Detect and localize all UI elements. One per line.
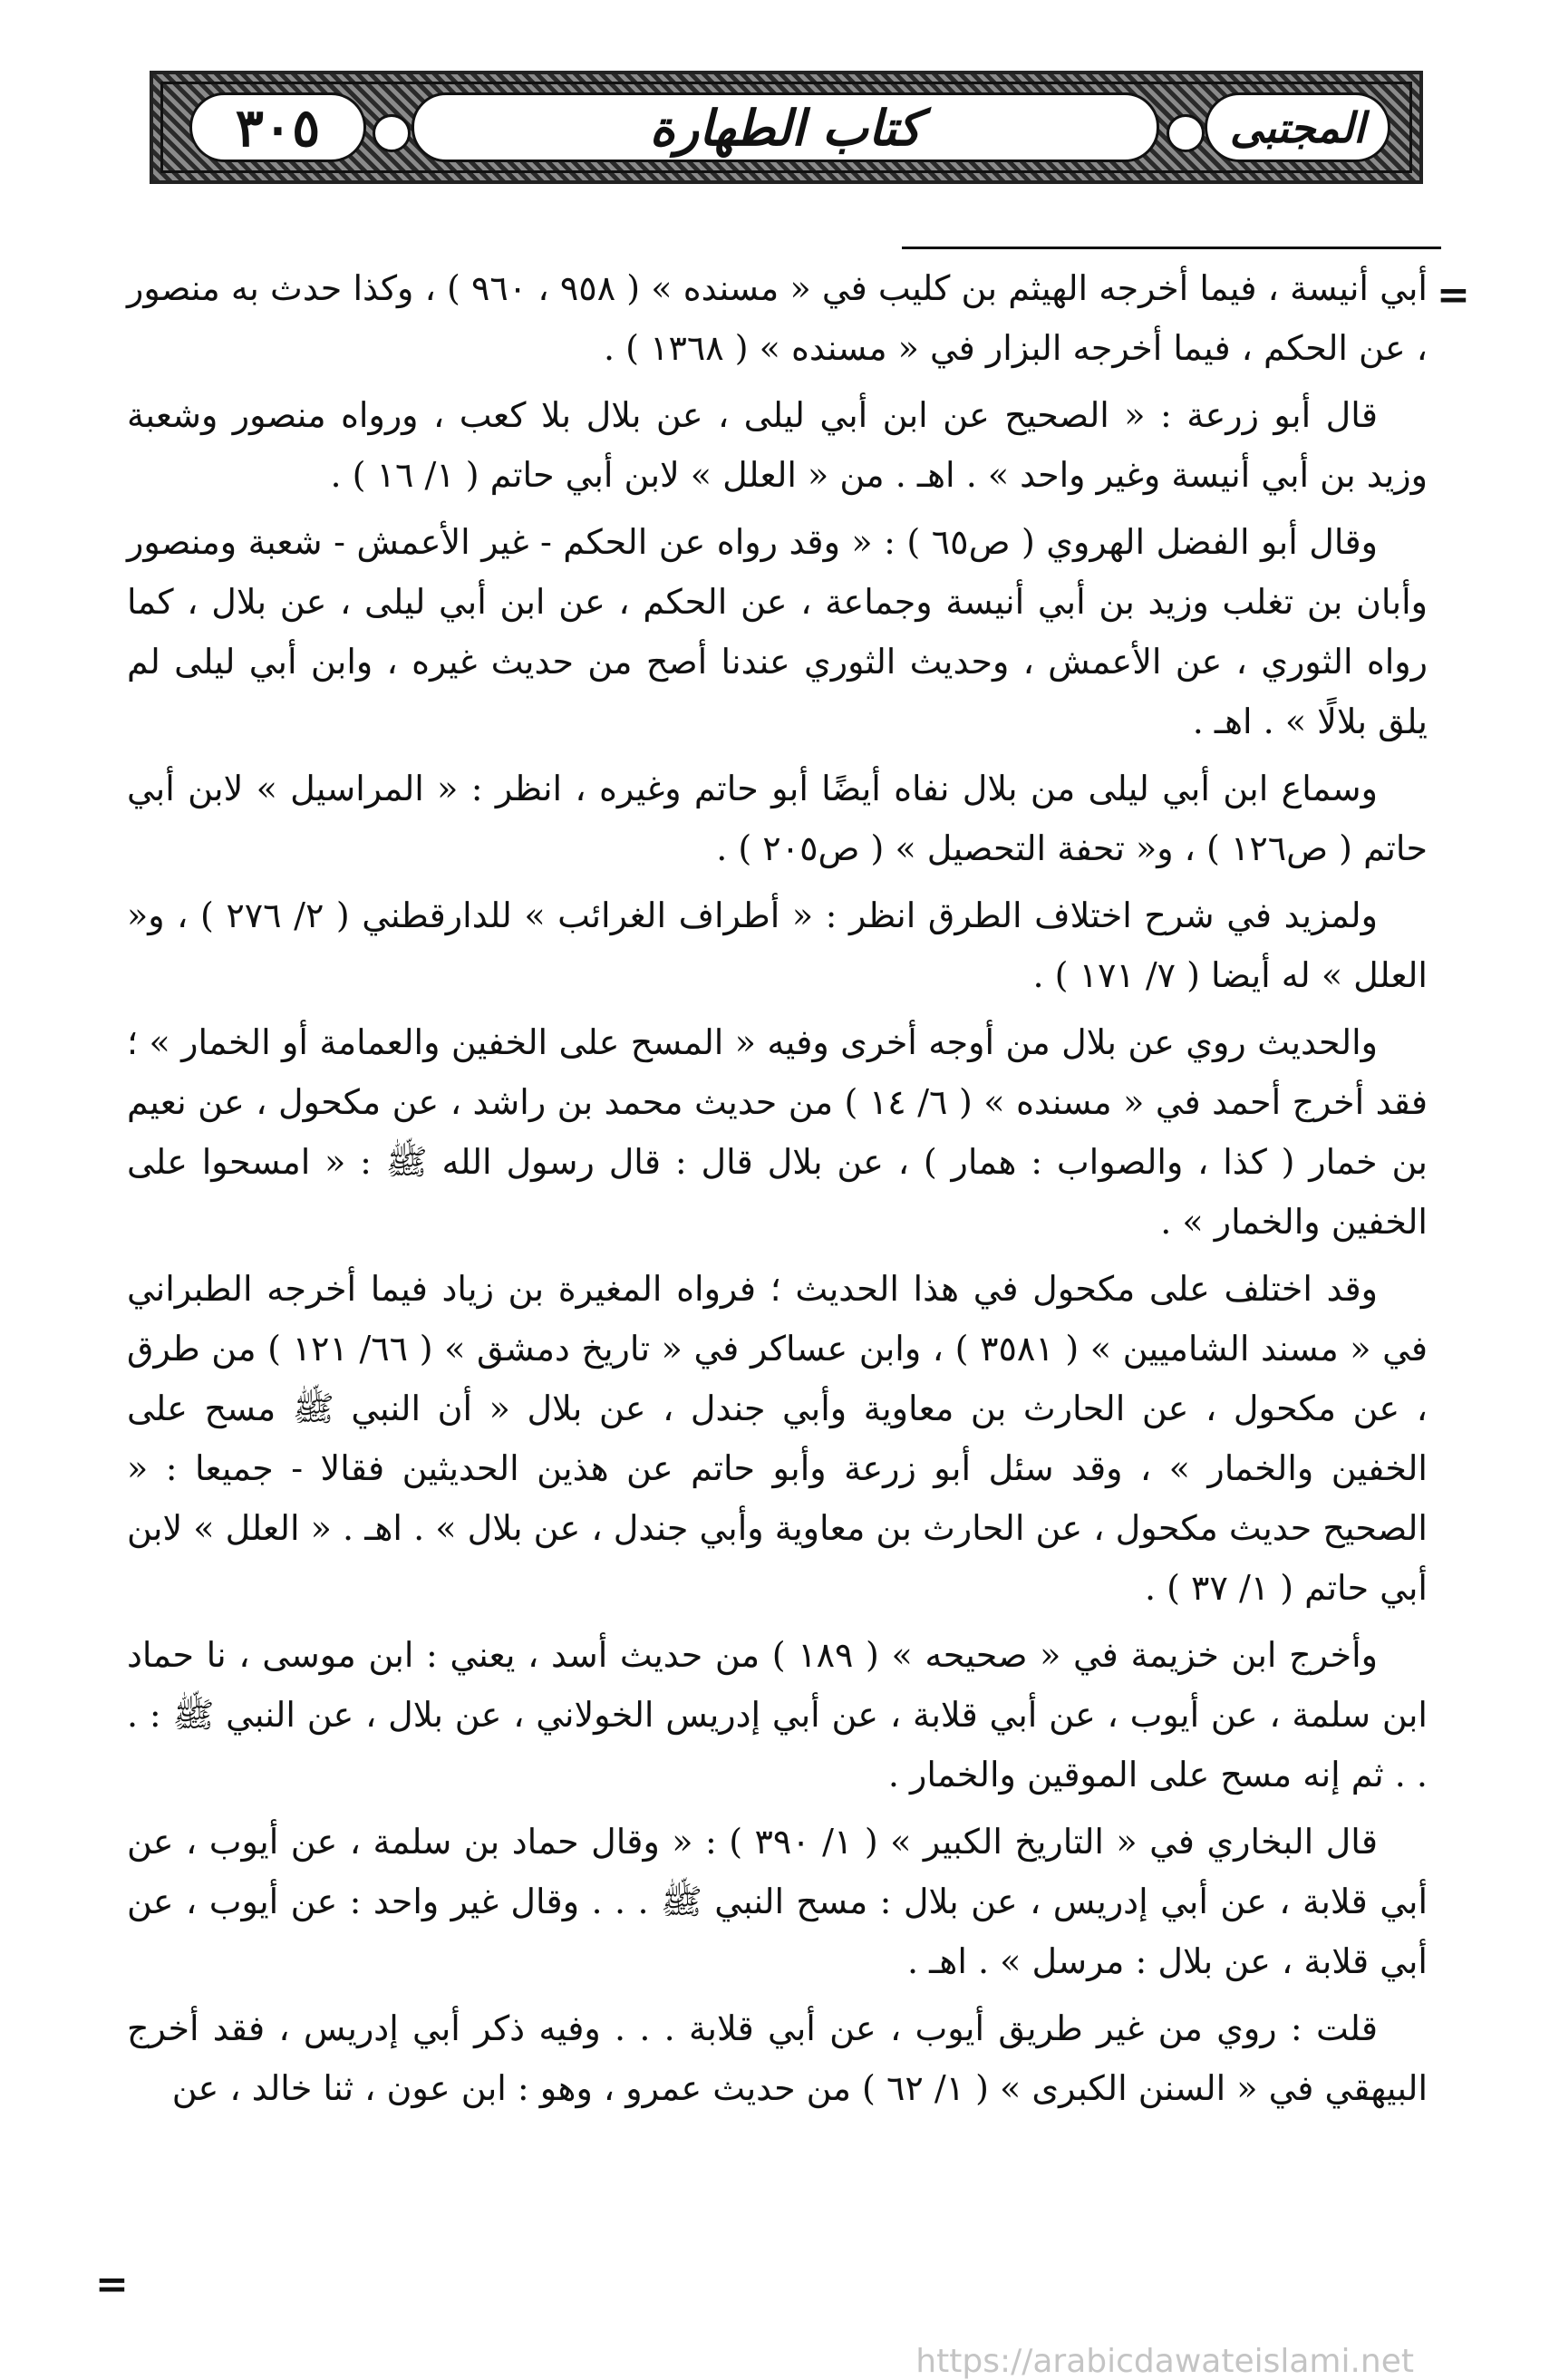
page-number-cartouche xyxy=(189,92,366,162)
chapter-title-cartouche xyxy=(412,92,1159,162)
paragraph: وأخرج ابن خزيمة في « صحيحه » ( ١٨٩ ) من حديث أسد ، يعني : ابن موسى ، نا حماد ابن سلمة ، عن أيوب ، عن أبي قلابة ، عن أبي إدريس الخولاني ، عن بلال ، عن النبي ﷺ : . . . ثم إنه مسح على الموقين والخمار . xyxy=(127,1635,1428,1795)
source-watermark: https://arabicdawateislami.net xyxy=(915,2343,1414,2380)
paragraph: قال أبو زرعة : « الصحيح عن ابن أبي ليلى ، عن بلال بلا كعب ، ورواه منصور وشعبة وزيد بن أبي أنيسة وغير واحد » . اهـ . من « العلل » لابن أبي حاتم ( ١/ ١٦ ) . xyxy=(127,395,1428,495)
paragraph: والحديث روي عن بلال من أوجه أخرى وفيه « المسح على الخفين والعمامة أو الخمار » ؛ فقد أخرج أحمد في « مسنده » ( ٦/ ١٤ ) من حديث محمد بن راشد ، عن مكحول ، عن نعيم بن خمار ( كذا ، والصواب : همار ) ، عن بلال قال : قال رسول الله ﷺ : « امسحوا على الخفين والخمار » . xyxy=(127,1022,1428,1242)
paragraph: قال البخاري في « التاريخ الكبير » ( ١/ ٣٩٠ ) : « وقال حماد بن سلمة ، عن أيوب ، عن أبي قلابة ، عن أبي إدريس ، عن بلال : مسح النبي ﷺ . . . وقال غير واحد : عن أيوب ، عن أبي قلابة ، عن بلال : مرسل » . اهـ . xyxy=(127,1822,1428,1981)
paragraph: وقد اختلف على مكحول في هذا الحديث ؛ فرواه المغيرة بن زياد فيما أخرجه الطبراني في « مسند الشاميين » ( ٣٥٨١ ) ، وابن عساكر في « تاريخ دمشق » ( ٦٦/ ١٢١ ) من طرق ، عن مكحول ، عن الحارث بن معاوية وأبي جندل ، عن بلال « أن النبي ﷺ مسح على الخفين والخمار » ، وقد سئل أبو زرعة وأبو حاتم عن هذين الحديثين فقالا - جميعا : « الصحيح حديث مكحول ، عن الحارث بن معاوية وأبي جندل ، عن بلال » . اهـ . « العلل » لابن أبي حاتم ( ١/ ٣٧ ) . xyxy=(127,1269,1428,1608)
paragraph: أبي أنيسة ، فيما أخرجه الهيثم بن كليب في « مسنده » ( ٩٥٨ ، ٩٦٠ ) ، وكذا حدث به منصور ، عن الحكم ، فيما أخرجه البزار في « مسنده » ( ١٣٦٨ ) . xyxy=(127,268,1428,368)
page-number: ٣٠٥ xyxy=(235,96,321,159)
ornament-flourish-icon xyxy=(1167,114,1205,152)
book-logo-cartouche xyxy=(1205,92,1390,162)
book-logo: المجتبى xyxy=(1229,102,1366,152)
paragraph: قلت : روي من غير طريق أيوب ، عن أبي قلابة . . . وفيه ذكر أبي إدريس ، فقد أخرج البيهقي في « السنن الكبرى » ( ١/ ٦٢ ) من حديث عمرو ، وهو : ابن عون ، ثنا خالد ، عن xyxy=(127,2008,1428,2108)
paragraph: وقال أبو الفضل الهروي ( ص٦٥ ) : « وقد رواه عن الحكم - غير الأعمش - شعبة ومنصور وأبان بن تغلب وزيد بن أبي أنيسة وجماعة ، عن الحكم ، عن ابن أبي ليلى ، عن بلال ، كما رواه الثوري ، عن الأعمش ، وحديث الثوري عندنا أصح من حديث غيره ، وابن أبي ليلى لم يلق بلالًا » . اهـ . xyxy=(127,522,1428,741)
ornament-flourish-icon xyxy=(373,114,411,152)
paragraph: ولمزيد في شرح اختلاف الطرق انظر : « أطراف الغرائب » للدارقطني ( ٢/ ٢٧٦ ) ، و« العلل » له أيضا ( ٧/ ١٧١ ) . xyxy=(127,895,1428,995)
paragraph: وسماع ابن أبي ليلى من بلال نفاه أيضًا أبو حاتم وغيره ، انظر : « المراسيل » لابن أبي حاتم ( ص١٢٦ ) ، و« تحفة التحصيل » ( ص٢٠٥ ) . xyxy=(127,769,1428,868)
continuation-marker-top: = xyxy=(1437,272,1470,318)
chapter-title: كتاب الطهارة xyxy=(649,98,922,157)
footnote-separator-rule xyxy=(902,247,1441,249)
footnote-text-block xyxy=(127,258,1428,2118)
page-header-band xyxy=(150,71,1423,184)
continuation-marker-bottom: = xyxy=(95,2261,129,2307)
